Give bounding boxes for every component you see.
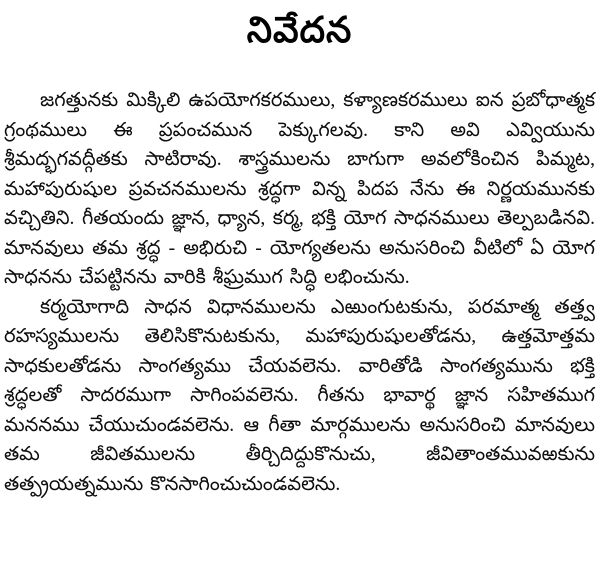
page-title-text: నివేదన xyxy=(246,10,353,50)
paragraph-1: జగత్తునకు మిక్కిలి ఉపయోగకరములు, కళ్యాణకరములు ఐన ప్రబోధాత్మక గ్రంథములు ఈ ప్రపంచమున పెక్కుగలవు. కాని అవి ఎవ్వియును శ్రీమద్భగవద్గీతకు సాటిరావు. శాస్త్రములను బాగుగా అవలోకించిన పిమ్మట, మహాపురుషుల ప్రవచనములను శ్రద్ధగా విన్న పిదప నేను ఈ నిర్ణయమునకు వచ్చితిని. గీతయందు జ్ఞాన, ధ్యాన, కర్మ, భక్తి యోగ సాధనములు తెల్పబడినవి. మానవులు తమ శ్రద్ధ - అభిరుచి - యోగ్యతలను అనుసరించి వీటిలో ఏ యోగ సాధనను చేపట్టినను వారికి శీఘ్రముగ సిద్ధి లభించును. xyxy=(4,90,595,288)
page-body xyxy=(4,86,595,499)
page-title xyxy=(4,8,595,52)
paragraph-2: కర్మయోగాది సాధన విధానములను ఎఱుంగుటకును, పరమాత్మ తత్త్వ రహస్యములను తెలిసికొనుటకును, మహాపురుషులతోడను, ఉత్తమోత్తమ సాధకులతోడను సాంగత్యము చేయవలెను. వారితోడి సాంగత్యమును భక్తి శ్రద్ధలతో సాదరముగా సాగింపవలెను. గీతను భావార్థ జ్ఞాన సహితముగ మననము చేయుచుండవలెను. ఆ గీతా మార్గములను అనుసరించి మానవులు తమ జీవితములను తీర్చిదిద్దుకొనుచు, జీవితాంతమువఱకును తత్ప్రయత్నమును కొనసాగించుచుండవలెను. xyxy=(4,296,595,495)
